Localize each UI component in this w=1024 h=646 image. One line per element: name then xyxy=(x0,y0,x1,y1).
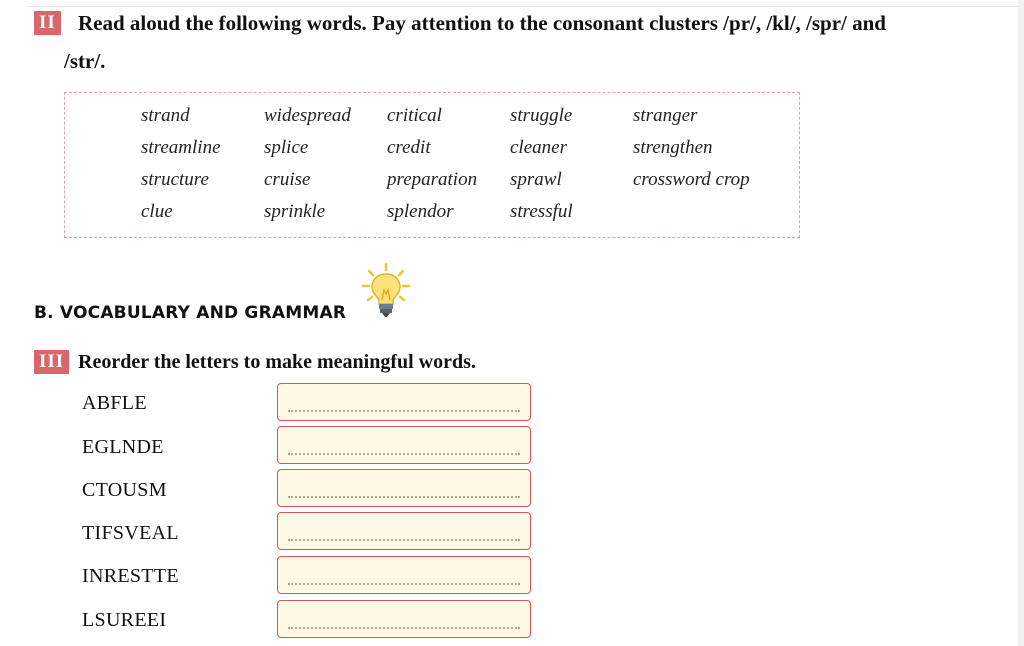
lightbulb-icon xyxy=(360,262,412,322)
word-item: splice xyxy=(264,137,309,158)
answer-box[interactable] xyxy=(277,469,531,507)
exercise-3-badge: III xyxy=(34,350,69,374)
scrambled-word: INRESTTE xyxy=(82,565,179,587)
answer-box[interactable] xyxy=(277,383,531,421)
word-item: preparation xyxy=(387,169,478,190)
word-item: structure xyxy=(141,169,209,190)
word-item: struggle xyxy=(510,105,573,126)
word-item: stressful xyxy=(510,201,573,222)
word-box xyxy=(64,92,800,238)
word-item: credit xyxy=(387,137,431,158)
answer-box[interactable] xyxy=(277,600,531,638)
word-item: streamline xyxy=(141,137,221,158)
word-item: splendor xyxy=(387,201,454,222)
word-item: crossword crop xyxy=(633,169,750,190)
word-item: cruise xyxy=(264,169,311,190)
word-item: strengthen xyxy=(633,137,713,158)
word-item: widespread xyxy=(264,105,351,126)
word-item: sprawl xyxy=(510,169,562,190)
scrambled-word: EGLNDE xyxy=(82,436,164,458)
word-item: stranger xyxy=(633,105,698,126)
word-item: strand xyxy=(141,105,190,126)
scrambled-word: ABFLE xyxy=(82,392,147,414)
word-item: clue xyxy=(141,201,173,222)
word-item: cleaner xyxy=(510,137,567,158)
exercise-2-instruction: Read aloud the following words. Pay attention to the consonant clusters /pr/, /kl/, /spr/ and xyxy=(78,11,886,35)
exercise-2-instruction-cont: /str/. xyxy=(64,49,106,73)
right-edge xyxy=(1018,0,1024,646)
exercise-3-instruction: Reorder the letters to make meaningful words. xyxy=(78,351,476,373)
scrambled-word: CTOUSM xyxy=(82,479,167,501)
scrambled-word: LSUREEI xyxy=(82,609,167,631)
answer-box[interactable] xyxy=(277,556,531,594)
answer-box[interactable] xyxy=(277,426,531,464)
exercise-2-badge: II xyxy=(34,11,61,35)
answer-box[interactable] xyxy=(277,512,531,550)
word-item: critical xyxy=(387,105,442,126)
word-item: sprinkle xyxy=(264,201,326,222)
section-b-title: B. VOCABULARY AND GRAMMAR xyxy=(34,303,347,323)
scrambled-word: TIFSVEAL xyxy=(82,522,179,544)
